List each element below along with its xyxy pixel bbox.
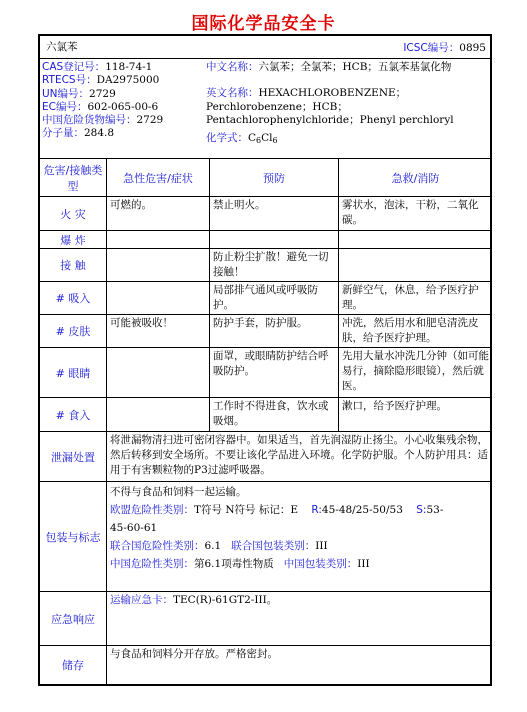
cas-label: CAS登记号： xyxy=(42,61,106,73)
formula-c: C xyxy=(248,132,257,145)
cn-pack-label: 中国包装类别： xyxy=(283,558,358,570)
transport-card-label: 运输应急卡： xyxy=(110,594,173,606)
hazard-type: # 皮肤 xyxy=(55,325,91,338)
icsc-label: ICSC编号： xyxy=(403,42,460,54)
hazard-row-contact xyxy=(40,249,490,282)
hazard-firstaid xyxy=(338,231,492,248)
packaging-line: 不得与食品和饲料一起运输。 xyxy=(110,486,247,498)
hazard-acute xyxy=(106,398,209,431)
hazard-prevention: 防止粉尘扩散！避免一切接触！ xyxy=(209,249,338,281)
chinese-name-label: 中文名称： xyxy=(206,61,259,73)
cn-dangerous-goods-line xyxy=(42,114,202,127)
s-label: S: xyxy=(416,504,427,516)
name-list xyxy=(206,61,492,147)
cn-class-value: 第6.1项毒性物质 xyxy=(194,558,274,570)
storage-row xyxy=(40,646,490,684)
eu-label: 欧盟危险性类别： xyxy=(110,504,194,516)
hazard-type: 接 触 xyxy=(60,259,86,272)
eu-symbols: T符号 N符号 标记：E xyxy=(194,504,299,516)
ec-line xyxy=(42,101,202,114)
emergency-row xyxy=(40,592,490,646)
spill-row xyxy=(40,432,490,482)
hazard-firstaid: 先用大量水冲洗几分钟（如可能易行，摘除隐形眼镜），然后就医。 xyxy=(338,348,492,397)
un-pack-value: III xyxy=(315,540,328,552)
chinese-name-value: 六氯苯；全氯苯；HCB；五氯苯基氯化物 xyxy=(258,61,452,73)
safety-card xyxy=(38,34,492,686)
hazard-acute xyxy=(106,231,209,248)
icsc-number xyxy=(403,40,486,58)
emergency-label: 应急响应 xyxy=(51,612,95,626)
cas-line xyxy=(42,61,202,74)
hazard-row-skin xyxy=(40,315,490,348)
formula-line xyxy=(206,132,492,147)
rtecs-value: DA2975000 xyxy=(96,74,160,87)
hazard-row-fire xyxy=(40,197,490,231)
eu-classification xyxy=(110,501,489,519)
r-label: R: xyxy=(311,504,322,516)
spacer xyxy=(206,74,492,87)
storage-label: 储存 xyxy=(62,659,84,672)
packaging-row xyxy=(40,482,490,592)
hazard-row-ingestion xyxy=(40,398,490,432)
packaging-label: 包装与标志 xyxy=(45,530,101,544)
hazard-acute xyxy=(106,282,209,314)
un-classification xyxy=(110,537,489,555)
un-class-label: 联合国危险性类别： xyxy=(110,540,205,552)
spill-label: 泄漏处置 xyxy=(51,450,95,464)
emergency-content xyxy=(106,592,492,645)
hazard-firstaid: 漱口，给予医疗护理。 xyxy=(338,398,492,431)
hazard-acute xyxy=(106,348,209,397)
hazard-type: # 吸入 xyxy=(55,292,91,305)
english-name-label: 英文名称： xyxy=(206,87,259,100)
hazard-firstaid: 新鲜空气，休息，给予医疗护理。 xyxy=(338,282,492,314)
formula-label: 化学式： xyxy=(206,132,248,145)
hazard-type: # 眼睛 xyxy=(55,366,91,380)
un-pack-label: 联合国包装类别： xyxy=(231,540,316,552)
hazard-prevention: 防护手套，防护服。 xyxy=(209,315,338,347)
formula-cl-count: 6 xyxy=(272,136,278,146)
hazard-type: 爆 炸 xyxy=(60,233,86,247)
hazard-acute: 可燃的。 xyxy=(106,197,209,230)
hazard-prevention: 面罩，或眼睛防护结合呼吸防护。 xyxy=(209,348,338,397)
molecular-weight-label: 分子量： xyxy=(42,127,84,140)
header-prevention: 预防 xyxy=(209,159,338,196)
hazard-row-eyes xyxy=(40,348,490,398)
molecular-weight-line xyxy=(42,127,202,140)
storage-text: 与食品和饲料分开存放。严格密封。 xyxy=(106,646,492,684)
cas-value: 118-74-1 xyxy=(105,61,153,73)
un-line xyxy=(42,88,202,101)
eu-s-continued: 45-60-61 xyxy=(110,522,158,534)
hazard-prevention xyxy=(209,231,338,248)
hazard-type: 火 灾 xyxy=(60,207,86,221)
chemical-name: 六氯苯 xyxy=(46,41,78,53)
header-firstaid: 急救/消防 xyxy=(338,159,492,196)
s-value: 53- xyxy=(426,504,444,516)
card-header-row xyxy=(40,36,490,59)
cn-dangerous-goods-label: 中国危险货物编号： xyxy=(42,114,137,127)
un-value: 2729 xyxy=(89,87,116,100)
hazard-acute xyxy=(106,249,209,281)
un-class-value: 6.1 xyxy=(204,540,222,552)
identifiers-row xyxy=(40,59,490,159)
cn-dangerous-goods-value: 2729 xyxy=(136,114,164,127)
hazard-firstaid xyxy=(338,249,492,281)
ec-label: EC编号： xyxy=(42,100,88,113)
hazard-prevention: 工作时不得进食，饮水或吸烟。 xyxy=(209,398,338,431)
r-value: 45-48/25-50/53 xyxy=(321,504,403,516)
molecular-weight-value: 284.8 xyxy=(84,127,115,140)
hazard-table-header xyxy=(40,159,490,197)
cn-pack-value: III xyxy=(357,558,370,570)
icsc-value: 0895 xyxy=(459,42,486,54)
cn-classification xyxy=(110,555,489,573)
transport-card-value: TEC(R)-61GT2-III。 xyxy=(173,594,278,606)
english-synonym-1: Perchlorobenzene；HCB； xyxy=(206,100,348,113)
chinese-name-line xyxy=(206,61,492,74)
hazard-firstaid: 冲洗，然后用水和肥皂清洗皮肤，给予医疗护理。 xyxy=(338,315,492,347)
identifier-list xyxy=(42,61,202,141)
un-label: UN编号： xyxy=(42,87,90,100)
packaging-content xyxy=(106,482,492,591)
hazard-row-explosion xyxy=(40,231,490,249)
formula-cl: Cl xyxy=(261,132,273,145)
page-title: 国际化学品安全卡 xyxy=(191,14,336,34)
cn-class-label: 中国危险性类别： xyxy=(110,558,194,570)
hazard-acute: 可能被吸收！ xyxy=(106,315,209,347)
rtecs-label: RTECS号： xyxy=(42,74,97,87)
formula-c-count: 6 xyxy=(256,136,262,146)
english-name-value: HEXACHLOROBENZENE； xyxy=(258,87,407,100)
hazard-row-inhalation xyxy=(40,282,490,315)
hazard-prevention: 禁止明火。 xyxy=(209,197,338,230)
hazard-prevention: 局部排气通风或呼吸防护。 xyxy=(209,282,338,314)
hazard-type: # 食入 xyxy=(55,408,91,422)
ec-value: 602-065-00-6 xyxy=(87,100,159,113)
english-name-line xyxy=(206,87,492,100)
header-acute: 急性危害/症状 xyxy=(106,159,209,196)
header-type: 危害/接触类型 xyxy=(43,163,103,193)
english-synonym-2: Pentachlorophenylchloride；Phenyl perchloryl xyxy=(206,113,454,126)
hazard-firstaid: 雾状水，泡沫，干粉，二氧化碳。 xyxy=(338,197,492,230)
rtecs-line xyxy=(42,74,202,87)
spill-text: 将泄漏物清扫进可密闭容器中。如果适当，首先润湿防止扬尘。小心收集残余物，然后转移到安全场所。不要让该化学品进入环境。化学防护服。个人防护用具：适用于有害颗粒物的P3过滤呼吸器。 xyxy=(106,432,492,481)
